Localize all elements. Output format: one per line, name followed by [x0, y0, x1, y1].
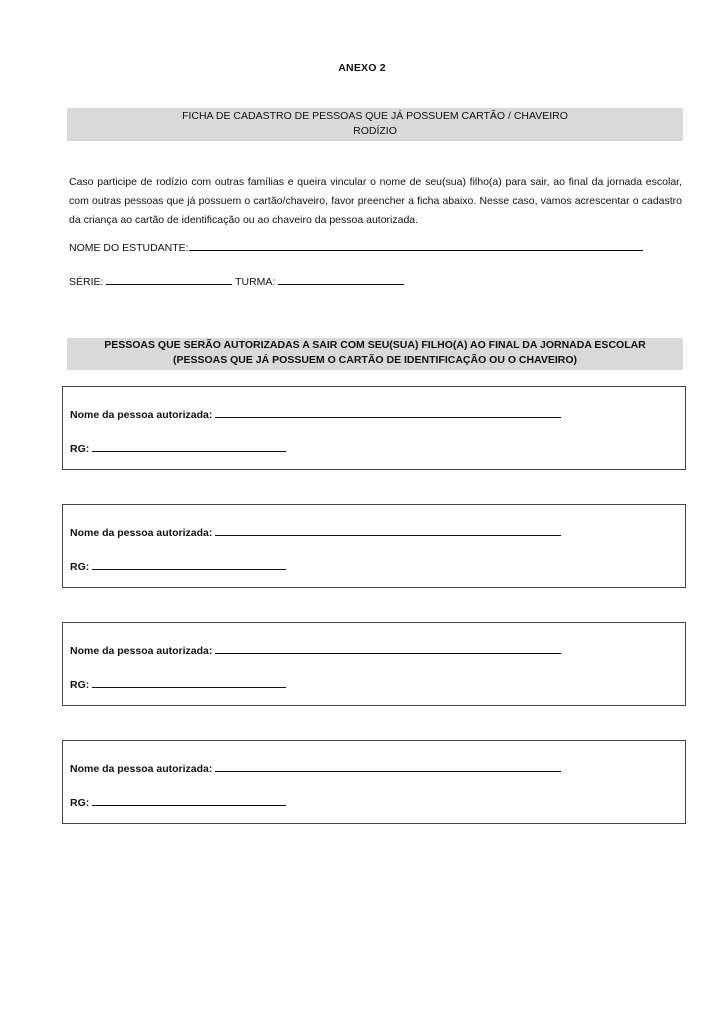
grade-label: SÉRIE: [69, 276, 104, 288]
authorized-name-row [70, 525, 561, 539]
authorized-name-label: Nome da pessoa autorizada: [70, 527, 213, 539]
student-name-label: NOME DO ESTUDANTE: [69, 242, 189, 254]
authorized-rg-row [70, 559, 286, 573]
authorized-name-row [70, 761, 561, 775]
authorized-name-blank[interactable] [215, 525, 561, 536]
authorized-name-blank[interactable] [215, 761, 561, 772]
authorized-rg-blank[interactable] [92, 559, 286, 570]
class-label: TURMA: [235, 276, 276, 288]
student-name-blank[interactable] [189, 240, 643, 251]
authorized-section-line2: (PESSOAS QUE JÁ POSSUEM O CARTÃO DE IDENTIFICAÇÃO OU O CHAVEIRO) [172, 354, 578, 366]
authorized-section-line1: PESSOAS QUE SERÃO AUTORIZADAS A SAIR COM SEU(SUA) FILHO(A) AO FINAL DA JORNADA ESCOLAR [104, 339, 646, 351]
authorized-name-blank[interactable] [215, 407, 561, 418]
form-title-band [67, 108, 683, 141]
student-name-field[interactable] [69, 240, 643, 254]
authorized-rg-label: RG: [70, 797, 90, 809]
authorized-person-box-1 [62, 386, 686, 470]
authorized-rg-label: RG: [70, 443, 90, 455]
intro-paragraph: Caso participe de rodízio com outras famílias e queira vincular o nome de seu(sua) filho(a) para sair, ao final da jornada escolar, com outras pessoas que já possuem o cartão/chaveiro, favor preencher a ficha abaixo. Nesse caso, vamos acrescentar o cadastro da criança ao cartão de identificação ou ao chaveiro da pessoa autorizada. [69, 176, 682, 226]
authorized-person-box-4 [62, 740, 686, 824]
authorized-section-band [67, 338, 683, 370]
authorized-rg-blank[interactable] [92, 795, 286, 806]
authorized-rg-row [70, 795, 286, 809]
authorized-rg-label: RG: [70, 561, 90, 573]
authorized-person-box-2 [62, 504, 686, 588]
grade-blank[interactable] [106, 274, 232, 285]
authorized-rg-row [70, 677, 286, 691]
authorized-rg-label: RG: [70, 679, 90, 691]
authorized-rg-row [70, 441, 286, 455]
form-title-line2: RODÍZIO [353, 125, 397, 137]
form-title-line1: FICHA DE CADASTRO DE PESSOAS QUE JÁ POSSUEM CARTÃO / CHAVEIRO [182, 110, 568, 122]
grade-class-field [69, 274, 404, 288]
authorized-name-label: Nome da pessoa autorizada: [70, 763, 213, 775]
annex-title: ANEXO 2 [338, 62, 386, 74]
authorized-name-row [70, 643, 561, 657]
authorized-name-row [70, 407, 561, 421]
authorized-rg-blank[interactable] [92, 677, 286, 688]
authorized-name-label: Nome da pessoa autorizada: [70, 645, 213, 657]
authorized-rg-blank[interactable] [92, 441, 286, 452]
authorized-name-blank[interactable] [215, 643, 561, 654]
authorized-person-box-3 [62, 622, 686, 706]
class-blank[interactable] [278, 274, 404, 285]
authorized-name-label: Nome da pessoa autorizada: [70, 409, 213, 421]
